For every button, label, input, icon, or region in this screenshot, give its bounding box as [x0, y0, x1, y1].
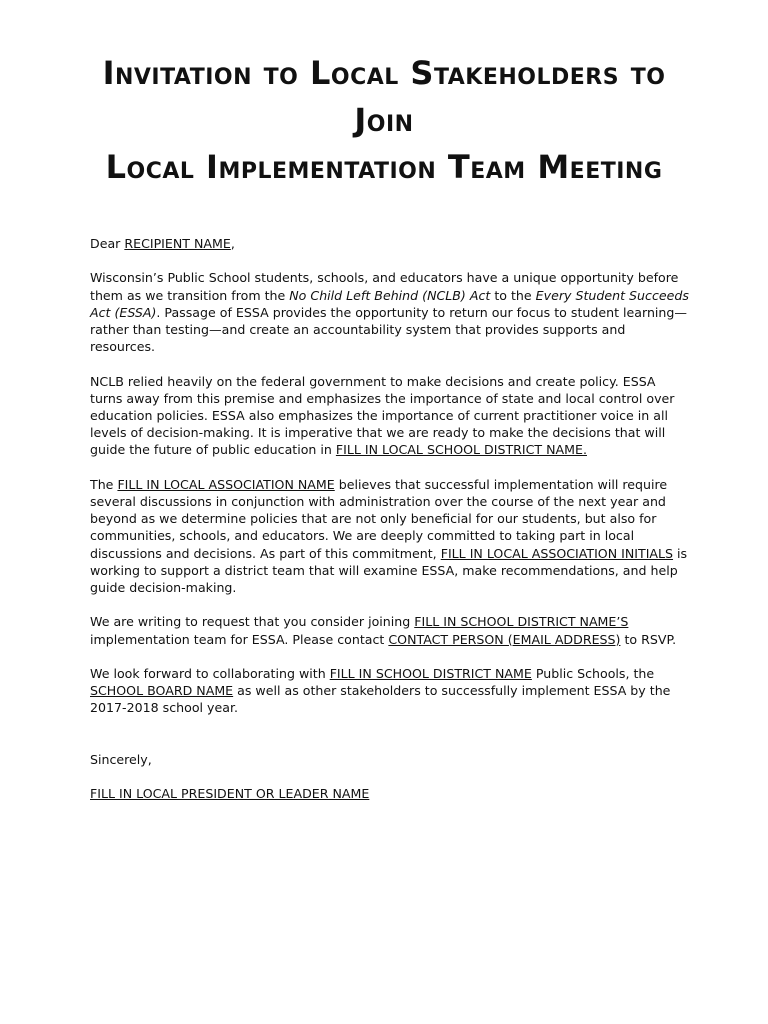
para2-text-1: NCLB relied heavily on the federal government to make decisions and create policy. ESSA turns away from this premise and emphasizes the importance of state and local control over education policies. ESSA also emphasizes the importance of current practitioner voice in all levels of decision-making. It is imperative that we are ready to make the decisions that will guide the future of public education in: [90, 373, 675, 458]
paragraph-association: [90, 476, 690, 596]
paragraph-intro: [90, 269, 690, 355]
para5-text-2: Public Schools, the: [531, 666, 655, 681]
para5-text-3: as well as other stakeholders to successfully implement ESSA by the 2017-2018 school year.: [90, 683, 671, 716]
para1-text-2: to the: [490, 287, 536, 303]
district-possessive-placeholder: FILL IN SCHOOL DISTRICT NAME’S: [414, 614, 629, 630]
para5-text-1: We look forward to collaborating with: [90, 666, 330, 681]
school-district-placeholder: FILL IN SCHOOL DISTRICT NAME: [329, 666, 532, 681]
paragraph-collaboration: [90, 665, 690, 717]
district-placeholder: FILL IN LOCAL SCHOOL DISTRICT NAME.: [335, 442, 587, 458]
title-line-1: Invitation to Local Stakeholders to: [102, 54, 666, 92]
association-name-placeholder: FILL IN LOCAL ASSOCIATION NAME: [117, 476, 335, 492]
greeting: [90, 235, 690, 252]
paragraph-nclb: [90, 373, 690, 459]
association-initials-placeholder: FILL IN LOCAL ASSOCIATION INITIALS: [440, 545, 674, 561]
recipient-placeholder: RECIPIENT NAME: [124, 236, 231, 251]
para3-text-3: is working to support a district team that will examine ESSA, make recommendations, and help guide decision-making.: [90, 545, 688, 596]
para4-text-3: to RSVP.: [620, 631, 677, 647]
letter-body: [90, 235, 690, 820]
greeting-prefix: Dear: [90, 236, 125, 251]
para3-text-2: believes that successful implementation will require several discussions in conjunction with administration over the course of the next year and beyond as we determine policies that are not only beneficial for our students, but also for communities, schools, and educators. We are deeply committed to taking part in local discussions and decisions. As part of this commitment,: [90, 476, 668, 561]
para1-text-1: Wisconsin’s Public School students, schools, and educators have a unique opportunity before them as we transition from the: [90, 270, 679, 303]
closing: Sincerely,: [90, 751, 152, 767]
page-title: [40, 50, 728, 191]
signature-placeholder: FILL IN LOCAL PRESIDENT OR LEADER NAME: [90, 786, 370, 802]
paragraph-request: [90, 613, 690, 647]
spacer: [90, 734, 690, 751]
essa-act-name: Every Student Succeeds Act (ESSA): [90, 287, 689, 320]
title-line-2: Join: [354, 101, 414, 139]
para3-text-1: The: [90, 476, 118, 492]
school-board-placeholder: SCHOOL BOARD NAME: [90, 683, 234, 699]
title-line-3: Local Implementation Team Meeting: [105, 148, 663, 186]
greeting-suffix: ,: [230, 236, 235, 251]
contact-placeholder: CONTACT PERSON (EMAIL ADDRESS): [388, 631, 621, 647]
para4-text-2: implementation team for ESSA. Please contact: [90, 631, 389, 647]
para4-text-1: We are writing to request that you consider joining: [90, 614, 415, 630]
nclb-act-name: No Child Left Behind (NCLB) Act: [289, 287, 491, 303]
para1-text-3: . Passage of ESSA provides the opportunity to return our focus to student learning—rather than testing—and create an accountability system that provides supports and resources.: [90, 304, 687, 355]
